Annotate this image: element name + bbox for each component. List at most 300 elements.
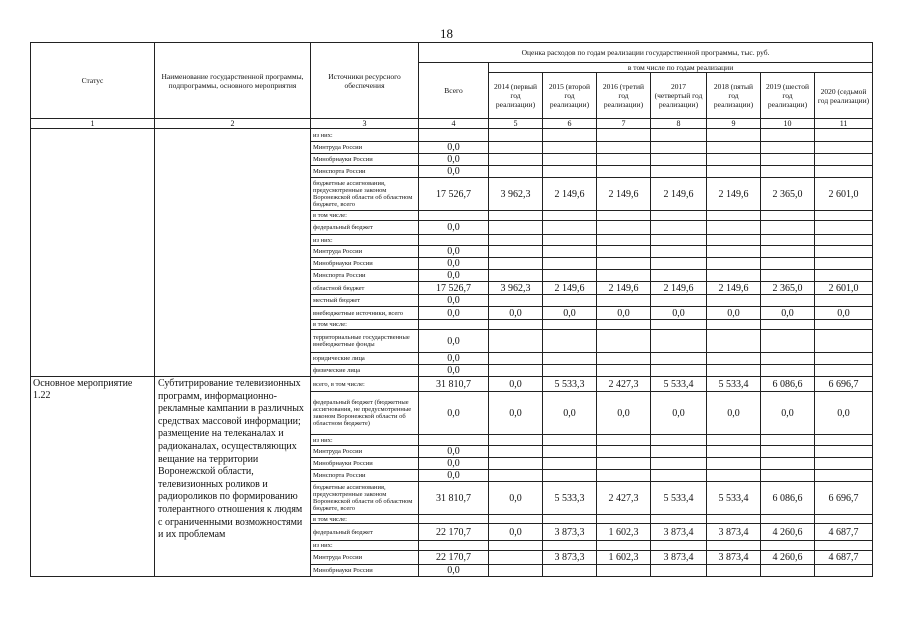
header-year-4: 2017 (четвертый год реализации): [651, 73, 707, 119]
year-value-cell: 2 601,0: [815, 282, 873, 295]
year-value-cell: [597, 470, 651, 482]
source-cell: внебюджетные источники, всего: [311, 307, 419, 320]
year-value-cell: 0,0: [761, 307, 815, 320]
year-value-cell: [815, 142, 873, 154]
year-value-cell: [543, 446, 597, 458]
year-value-cell: [651, 353, 707, 365]
total-cell: 31 810,7: [419, 482, 489, 515]
total-cell: 0,0: [419, 270, 489, 282]
year-value-cell: [489, 129, 543, 142]
year-value-cell: 0,0: [489, 307, 543, 320]
year-value-cell: [815, 246, 873, 258]
total-cell: 0,0: [419, 142, 489, 154]
year-value-cell: [761, 258, 815, 270]
year-value-cell: [597, 154, 651, 166]
source-cell: Минобрнауки России: [311, 565, 419, 577]
year-value-cell: 3 873,4: [707, 551, 761, 565]
year-value-cell: [489, 458, 543, 470]
header-total: Всего: [419, 63, 489, 119]
year-value-cell: [761, 365, 815, 377]
year-value-cell: [651, 565, 707, 577]
year-value-cell: 0,0: [651, 307, 707, 320]
header-name: Наименование государственной программы, подпрограммы, основного мероприятия: [155, 43, 311, 119]
source-cell: в том числе:: [311, 320, 419, 330]
column-number: 9: [707, 119, 761, 129]
year-value-cell: [651, 211, 707, 221]
year-value-cell: [707, 320, 761, 330]
year-value-cell: 3 873,3: [543, 524, 597, 541]
header-status: Статус: [31, 43, 155, 119]
total-cell: 0,0: [419, 353, 489, 365]
year-value-cell: 0,0: [815, 392, 873, 435]
total-cell: 0,0: [419, 166, 489, 178]
year-value-cell: [761, 435, 815, 446]
header-by-years: в том числе по годам реализации: [489, 63, 873, 73]
year-value-cell: [597, 515, 651, 524]
activity-name-cell: [155, 129, 311, 377]
year-value-cell: [489, 541, 543, 551]
year-value-cell: 0,0: [707, 392, 761, 435]
column-number: 6: [543, 119, 597, 129]
year-value-cell: [597, 211, 651, 221]
year-value-cell: [761, 154, 815, 166]
year-value-cell: 2 149,6: [543, 282, 597, 295]
year-value-cell: [597, 258, 651, 270]
year-value-cell: [543, 435, 597, 446]
year-value-cell: [815, 270, 873, 282]
year-value-cell: [707, 258, 761, 270]
year-value-cell: [815, 258, 873, 270]
year-value-cell: [651, 142, 707, 154]
year-value-cell: [489, 565, 543, 577]
total-cell: 0,0: [419, 258, 489, 270]
header-year-6: 2019 (шестой год реализации): [761, 73, 815, 119]
source-cell: всего, в том числе:: [311, 377, 419, 392]
year-value-cell: [761, 246, 815, 258]
column-number: 10: [761, 119, 815, 129]
year-value-cell: [543, 353, 597, 365]
source-cell: Минспорта России: [311, 270, 419, 282]
year-value-cell: [543, 565, 597, 577]
year-value-cell: 3 873,4: [651, 524, 707, 541]
year-value-cell: [761, 353, 815, 365]
year-value-cell: [489, 446, 543, 458]
year-value-cell: 0,0: [543, 307, 597, 320]
year-value-cell: [489, 435, 543, 446]
total-cell: 0,0: [419, 154, 489, 166]
column-number: 3: [311, 119, 419, 129]
total-cell: 0,0: [419, 446, 489, 458]
year-value-cell: 2 149,6: [651, 282, 707, 295]
source-cell: в том числе:: [311, 211, 419, 221]
year-value-cell: [815, 320, 873, 330]
year-value-cell: 0,0: [597, 392, 651, 435]
year-value-cell: [707, 541, 761, 551]
year-value-cell: 2 149,6: [597, 178, 651, 211]
year-value-cell: [707, 565, 761, 577]
status-cell: Основное мероприятие 1.22: [31, 377, 155, 577]
year-value-cell: [489, 365, 543, 377]
year-value-cell: [761, 166, 815, 178]
source-cell: Минтруда России: [311, 246, 419, 258]
year-value-cell: [651, 221, 707, 235]
year-value-cell: [651, 246, 707, 258]
year-value-cell: [489, 470, 543, 482]
year-value-cell: [597, 365, 651, 377]
year-value-cell: [707, 353, 761, 365]
year-value-cell: [597, 166, 651, 178]
year-value-cell: 2 149,6: [707, 282, 761, 295]
year-value-cell: [651, 320, 707, 330]
source-cell: территориальные государственные внебюджетные фонды: [311, 330, 419, 353]
year-value-cell: 4 687,7: [815, 551, 873, 565]
year-value-cell: [543, 129, 597, 142]
year-value-cell: [651, 446, 707, 458]
source-cell: федеральный бюджет (бюджетные ассигнования, не предусмотренные законом Воронежской области об областном бюджете): [311, 392, 419, 435]
year-value-cell: [543, 154, 597, 166]
source-cell: из них:: [311, 129, 419, 142]
year-value-cell: 5 533,3: [543, 482, 597, 515]
total-cell: [419, 235, 489, 246]
year-value-cell: [707, 435, 761, 446]
year-value-cell: [543, 458, 597, 470]
year-value-cell: [761, 541, 815, 551]
year-value-cell: [707, 154, 761, 166]
total-cell: 22 170,7: [419, 551, 489, 565]
year-value-cell: 2 427,3: [597, 482, 651, 515]
year-value-cell: [707, 330, 761, 353]
year-value-cell: [815, 235, 873, 246]
year-value-cell: [707, 235, 761, 246]
year-value-cell: 6 696,7: [815, 482, 873, 515]
year-value-cell: 6 086,6: [761, 377, 815, 392]
total-cell: 0,0: [419, 565, 489, 577]
year-value-cell: [597, 353, 651, 365]
year-value-cell: [489, 221, 543, 235]
year-value-cell: [489, 246, 543, 258]
year-value-cell: [761, 565, 815, 577]
year-value-cell: [543, 258, 597, 270]
year-value-cell: [489, 330, 543, 353]
year-value-cell: [761, 515, 815, 524]
year-value-cell: [815, 166, 873, 178]
year-value-cell: [543, 166, 597, 178]
source-cell: федеральный бюджет: [311, 524, 419, 541]
year-value-cell: [815, 330, 873, 353]
column-number: 11: [815, 119, 873, 129]
year-value-cell: [651, 270, 707, 282]
year-value-cell: [815, 446, 873, 458]
source-cell: Минтруда России: [311, 142, 419, 154]
year-value-cell: 1 602,3: [597, 551, 651, 565]
total-cell: 0,0: [419, 392, 489, 435]
year-value-cell: [761, 446, 815, 458]
year-value-cell: 5 533,4: [707, 482, 761, 515]
year-value-cell: [651, 235, 707, 246]
source-cell: Минспорта России: [311, 470, 419, 482]
source-cell: физические лица: [311, 365, 419, 377]
status-cell: [31, 129, 155, 377]
year-value-cell: [543, 330, 597, 353]
year-value-cell: [489, 258, 543, 270]
year-value-cell: [597, 235, 651, 246]
header-year-3: 2016 (третий год реализации): [597, 73, 651, 119]
year-value-cell: [707, 295, 761, 307]
total-cell: 0,0: [419, 458, 489, 470]
year-value-cell: 5 533,3: [543, 377, 597, 392]
year-value-cell: [651, 541, 707, 551]
year-value-cell: [543, 515, 597, 524]
year-value-cell: [597, 446, 651, 458]
source-cell: местный бюджет: [311, 295, 419, 307]
year-value-cell: [815, 295, 873, 307]
year-value-cell: [597, 435, 651, 446]
column-number: 1: [31, 119, 155, 129]
total-cell: 22 170,7: [419, 524, 489, 541]
year-value-cell: [489, 142, 543, 154]
column-number: 8: [651, 119, 707, 129]
header-year-1: 2014 (первый год реализации): [489, 73, 543, 119]
activity-name-cell: Субтитрирование телевизионных программ, информационно-рекламные кампании в различных средствах массовой информации; размещение на телеканалах и радиоканалах, осуществляющих вещание на территории Воронежской области, телевизионных роликов и радиороликов по формированию толерантного отношения к людям с ограниченными возможностями и их проблемам: [155, 377, 311, 577]
year-value-cell: [489, 154, 543, 166]
year-value-cell: [707, 446, 761, 458]
year-value-cell: [761, 320, 815, 330]
year-value-cell: 6 086,6: [761, 482, 815, 515]
source-cell: из них:: [311, 435, 419, 446]
year-value-cell: [707, 221, 761, 235]
year-value-cell: 4 260,6: [761, 524, 815, 541]
total-cell: 31 810,7: [419, 377, 489, 392]
resource-table: [30, 42, 873, 577]
year-value-cell: [707, 270, 761, 282]
year-value-cell: [815, 221, 873, 235]
year-value-cell: [761, 295, 815, 307]
year-value-cell: [597, 295, 651, 307]
year-value-cell: 3 873,4: [651, 551, 707, 565]
year-value-cell: [761, 470, 815, 482]
source-cell: из них:: [311, 541, 419, 551]
year-value-cell: [761, 211, 815, 221]
year-value-cell: [651, 166, 707, 178]
year-value-cell: [489, 551, 543, 565]
year-value-cell: 5 533,4: [707, 377, 761, 392]
total-cell: 0,0: [419, 221, 489, 235]
year-value-cell: 1 602,3: [597, 524, 651, 541]
year-value-cell: [489, 211, 543, 221]
total-cell: [419, 320, 489, 330]
year-value-cell: 0,0: [543, 392, 597, 435]
year-value-cell: [543, 365, 597, 377]
year-value-cell: [707, 470, 761, 482]
year-value-cell: 3 873,3: [543, 551, 597, 565]
year-value-cell: [651, 365, 707, 377]
source-cell: Минспорта России: [311, 166, 419, 178]
year-value-cell: [543, 470, 597, 482]
year-value-cell: [543, 221, 597, 235]
source-cell: федеральный бюджет: [311, 221, 419, 235]
year-value-cell: [761, 129, 815, 142]
year-value-cell: [543, 270, 597, 282]
year-value-cell: 2 427,3: [597, 377, 651, 392]
year-value-cell: [815, 470, 873, 482]
source-cell: юридические лица: [311, 353, 419, 365]
year-value-cell: [489, 235, 543, 246]
year-value-cell: [651, 470, 707, 482]
total-cell: 0,0: [419, 246, 489, 258]
year-value-cell: 0,0: [489, 392, 543, 435]
year-value-cell: [597, 541, 651, 551]
year-value-cell: [543, 295, 597, 307]
year-value-cell: [815, 515, 873, 524]
total-cell: [419, 129, 489, 142]
year-value-cell: [489, 166, 543, 178]
source-cell: Минобрнауки России: [311, 154, 419, 166]
year-value-cell: 0,0: [489, 377, 543, 392]
year-value-cell: [761, 270, 815, 282]
header-year-5: 2018 (пятый год реализации): [707, 73, 761, 119]
year-value-cell: [707, 458, 761, 470]
year-value-cell: [651, 330, 707, 353]
source-cell: в том числе:: [311, 515, 419, 524]
column-number: 2: [155, 119, 311, 129]
year-value-cell: [651, 515, 707, 524]
year-value-cell: [651, 129, 707, 142]
header-year-7: 2020 (седьмой год реализации): [815, 73, 873, 119]
source-cell: Минтруда России: [311, 446, 419, 458]
year-value-cell: [761, 221, 815, 235]
source-cell: Минобрнауки России: [311, 458, 419, 470]
total-cell: 0,0: [419, 307, 489, 320]
year-value-cell: [543, 246, 597, 258]
year-value-cell: [707, 365, 761, 377]
year-value-cell: [815, 541, 873, 551]
year-value-cell: [597, 330, 651, 353]
year-value-cell: [707, 129, 761, 142]
total-cell: [419, 541, 489, 551]
header-estimate: Оценка расходов по годам реализации государственной программы, тыс. руб.: [419, 43, 873, 63]
column-number: 4: [419, 119, 489, 129]
year-value-cell: [815, 565, 873, 577]
year-value-cell: 2 149,6: [651, 178, 707, 211]
year-value-cell: 0,0: [707, 307, 761, 320]
year-value-cell: 0,0: [651, 392, 707, 435]
year-value-cell: 2 149,6: [597, 282, 651, 295]
year-value-cell: [597, 142, 651, 154]
year-value-cell: [815, 435, 873, 446]
year-value-cell: [707, 166, 761, 178]
year-value-cell: [761, 235, 815, 246]
year-value-cell: [707, 142, 761, 154]
total-cell: 17 526,7: [419, 178, 489, 211]
year-value-cell: 3 962,3: [489, 282, 543, 295]
year-value-cell: [651, 458, 707, 470]
year-value-cell: [707, 246, 761, 258]
year-value-cell: [543, 142, 597, 154]
year-value-cell: [597, 246, 651, 258]
year-value-cell: [707, 211, 761, 221]
year-value-cell: [707, 515, 761, 524]
year-value-cell: [815, 154, 873, 166]
page-number: 18: [440, 26, 453, 41]
year-value-cell: 4 687,7: [815, 524, 873, 541]
total-cell: 0,0: [419, 365, 489, 377]
source-cell: Минтруда России: [311, 551, 419, 565]
year-value-cell: [815, 129, 873, 142]
year-value-cell: [651, 295, 707, 307]
total-cell: [419, 515, 489, 524]
column-number: 5: [489, 119, 543, 129]
source-cell: бюджетные ассигнования, предусмотренные законом Воронежской области об областном бюджете, всего: [311, 178, 419, 211]
year-value-cell: 6 696,7: [815, 377, 873, 392]
year-value-cell: [815, 353, 873, 365]
year-value-cell: [815, 211, 873, 221]
year-value-cell: 0,0: [489, 482, 543, 515]
header-year-2: 2015 (второй год реализации): [543, 73, 597, 119]
year-value-cell: 2 149,6: [543, 178, 597, 211]
source-cell: Минобрнауки России: [311, 258, 419, 270]
year-value-cell: [651, 435, 707, 446]
year-value-cell: [651, 258, 707, 270]
year-value-cell: [489, 295, 543, 307]
year-value-cell: [597, 458, 651, 470]
year-value-cell: [597, 320, 651, 330]
header-sources: Источники ресурсного обеспечения: [311, 43, 419, 119]
year-value-cell: [651, 154, 707, 166]
year-value-cell: 4 260,6: [761, 551, 815, 565]
year-value-cell: [489, 353, 543, 365]
total-cell: 0,0: [419, 295, 489, 307]
year-value-cell: [543, 320, 597, 330]
year-value-cell: [489, 515, 543, 524]
year-value-cell: 2 149,6: [707, 178, 761, 211]
year-value-cell: 0,0: [761, 392, 815, 435]
year-value-cell: [597, 221, 651, 235]
table-row: [31, 377, 873, 392]
year-value-cell: [543, 211, 597, 221]
year-value-cell: 2 365,0: [761, 178, 815, 211]
year-value-cell: 2 365,0: [761, 282, 815, 295]
year-value-cell: 0,0: [815, 307, 873, 320]
total-cell: 0,0: [419, 330, 489, 353]
year-value-cell: 5 533,4: [651, 482, 707, 515]
year-value-cell: [761, 458, 815, 470]
year-value-cell: [761, 330, 815, 353]
year-value-cell: [597, 129, 651, 142]
year-value-cell: 3 873,4: [707, 524, 761, 541]
year-value-cell: 0,0: [597, 307, 651, 320]
year-value-cell: 2 601,0: [815, 178, 873, 211]
year-value-cell: 0,0: [489, 524, 543, 541]
total-cell: [419, 211, 489, 221]
total-cell: 17 526,7: [419, 282, 489, 295]
year-value-cell: [543, 235, 597, 246]
total-cell: 0,0: [419, 470, 489, 482]
column-number: 7: [597, 119, 651, 129]
table-row: [31, 129, 873, 142]
year-value-cell: 5 533,4: [651, 377, 707, 392]
year-value-cell: [489, 320, 543, 330]
year-value-cell: [597, 270, 651, 282]
year-value-cell: [815, 365, 873, 377]
year-value-cell: [597, 565, 651, 577]
source-cell: областной бюджет: [311, 282, 419, 295]
source-cell: бюджетные ассигнования, предусмотренные законом Воронежской области об областном бюджете, всего: [311, 482, 419, 515]
year-value-cell: [815, 458, 873, 470]
year-value-cell: [489, 270, 543, 282]
total-cell: [419, 435, 489, 446]
year-value-cell: [543, 541, 597, 551]
year-value-cell: 3 962,3: [489, 178, 543, 211]
